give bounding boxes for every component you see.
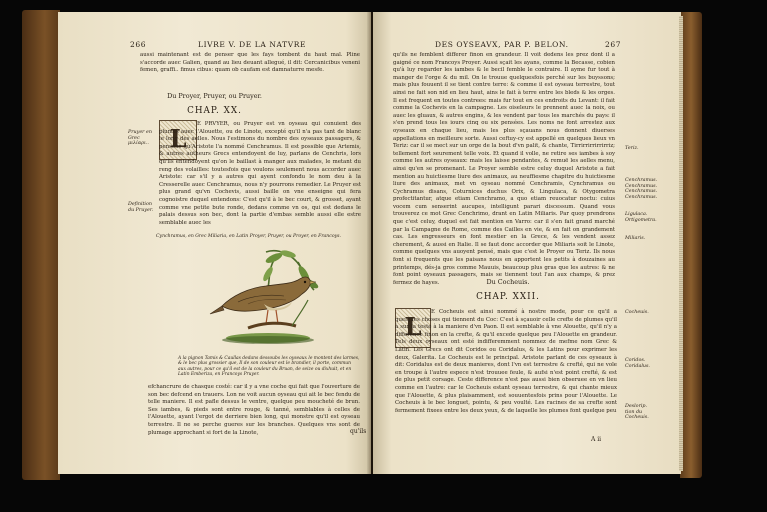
right-page <box>373 12 681 474</box>
left-chapter-text: E PRVYER, ou Pruyer est vn oyseau qui conuient des plumes auec l'Alouette, ou de Linote, excepté qu'il n'a pas tant de blanc le long des aelles. Nous l'estimons du nombre des oyseaux passagers, & pensons qu'Aristote l'a nommé Cenchramus. Il est possible que Artemis, & autres autheurs Grecs entendoyent de luy, parlans de Cenchris, lors qu'ils entendoyent qu'on le baillast à manger aux malades, le metant du reng des volailles: toutesfois que voulons seulement nous accorder auec Aristote: car s'il y a autres qui ayent confondu le nom deu à la Cresserelle auec Cenchramus, nous n'y pourrons remedier. Le Pruyer est plus grand qu'vn Cochevis, aussi baille on vne enseigne qui fera cognoistre duquel entendons: C'est qu'il à le bec court, & grosset, ayant comme vne petite bute ronde, dedans comme vn os, qui est dedans le palais dessus son bec, dont la partie d'embas semble aussi elle estre semblable auec les <box>159 121 361 226</box>
right-margin-note-3: Ligulaca. Ortigometra. <box>625 212 657 223</box>
right-margin-note-1: Teriz. <box>625 146 639 151</box>
signature-mark: A ii <box>591 436 602 443</box>
right-margin-note-2: Cenchramus. Cenchramus. Cenchramus. Cenchramus. <box>625 178 658 200</box>
left-top-text: aussi maintenant est de penser que les fays tombent du haut mal. Pline s'accorde auec Galien, quand au lieu deuant allegué, il dit: Cercanicibus veneni femen, graffi.. fimus cibus: quam ob caufam est damnaturre mesfe. <box>140 52 360 74</box>
right-running-head: DES OYSEAVX, PAR P. BELON. <box>435 40 569 49</box>
image-caption: Cynchramus, en Grec Miliaria, en Latin Proyer, Pruyer, ou Proyer, en Francoys. <box>156 234 341 239</box>
right-margin-note-4: Miliaris. <box>625 236 646 241</box>
open-book <box>22 10 702 480</box>
left-running-head: LIVRE V. DE LA NATVRE <box>198 40 307 49</box>
right-section-heading: Du Cocheuis. <box>486 278 530 286</box>
left-section-heading: Du Proyer, Pruyer, ou Pruyer. <box>167 92 262 100</box>
right-top-text: qu'ils ne femblent differer finon en grandeur. Il voit dedens les prez dont il a gaigné ce nom Francoys Proyer. Aussi sçait les ayans, comme la Becasse, cobien qu'à luy regarder les iambes & le becil femble le contraire. Il ayme fur tout à manger de l'orge & du mil. On le trouue quelquesfois perché sur les buyssons; mais plus fouuent il se tient contre terre: & comme il est oyseau terrestre, tout ainsi ne fait son nid en lieu haut, ains le fait à terre entre les bleds & les orges. Il est frequent en toutes contrees: mais fur tout en ces endroits du Levant: il fait comme la Cochevis en la campagne. Les oiseleurs le prennent auec la noix, ou auec les gluaux, & autres engins, & les vendent par tous les marchés du pays: il s'en prend tous les iours cinq ou six pensées. Les noms ne font arrestez aux oyseaux en chaque lieu, mais les plus sçauans nous donnent diuerses appellations en meilleure sorte. Aussi ceftuy-cy est appellé en quelques lieux vn Teriz: car il se mect sur un orge de la bout d'vn palit, & chante, Tirrirrirrirrirriz; tellement fort seurement telle voix. Et quand il volle, ne retire ses iambes à soy comme les autres oyseaux: mais les laisse pendantes, & remuë les aelles menu, ainsi qu'en se promenant. Le Proyer semble estre celuy duquel Aristote a fait mention au huictiesme liure des animaux, au neuffiesme chapitre du huictiesme liure des animaux, met vn oyseau nommé Cenchramis, Cynchramus ou Cychramus disans, Coturnices duchus Orix, & Lingulaca, & Otygometra profectitantur, atque etiam Cenchramo, a quo etiam reuocatur noctu: cuius vocem cum senserint aucupes, intelligunt parari discessum. Quand vous trouverez ce mot Grec Cenchrimo, drant en Latin Miliaris. Par quoy prendrons que c'est celuy, duquel est fait mention en Varro: car il s'en fait grand marché par la Campagne de Rome, comme des Cailles en vie, & en fait on grandement cas. Les engresseurs en font mestier en la Grece, & les vendent assez cherement, & aussi en Italie. Il se faut donc accorder que Miliaris soit le Linote, comme quelques vns auoyent pensé, mais que c'est le Proyer ou Teriz. Ils nous font si frequents que les paisans nous en apportent les petits à douzaines au printemps, dés-ja gros comme Mauuis, beaucoup plus gras que les autres: & ne font point oyseaux passagers, mais se tiennent tout l'an aux champs, & prez fermez de hayes. <box>393 52 615 286</box>
book-cover-left <box>22 10 60 480</box>
left-page <box>58 12 371 474</box>
right-margin-note-6: Coridos. Coridalus. <box>625 358 650 369</box>
left-chapter-title: CHAP. XX. <box>187 106 242 116</box>
left-margin-note-2: Definition du Pruyer. <box>128 202 154 213</box>
left-catchword: qu'ils <box>350 428 367 435</box>
proyer-bird-illustration <box>208 244 328 348</box>
left-margin-note-1: Pruyer en Grec μιλίαρι.. <box>128 130 152 147</box>
left-page-number: 266 <box>130 40 147 49</box>
right-chapter-title: CHAP. XXII. <box>476 292 540 302</box>
right-page-number: 267 <box>605 40 622 49</box>
book-cover-right <box>680 12 702 478</box>
right-margin-note-5: Cocheuis. <box>625 310 649 315</box>
page-edges-right <box>679 16 683 471</box>
left-dropcap: L <box>159 120 197 160</box>
right-margin-note-7: Deslorip. tion du Cocheuis. <box>625 404 649 421</box>
right-dropcap: L <box>395 308 431 348</box>
left-bottom-text: efchancrure de chasque costé: car il y a vne coche qui fait que l'ouverture de son bec defcend en trauers. Lon ne voit aucun oyseau qui ait le bec fendu de telle maniere. Il est pafle dessus le ventre, quelque peu moucheté de brun. Ses iambes, & pieds sont entre rouge, & tanné, semblables à celles de l'Alouette, ayant l'ergot de derriere bien long, qui monstre qu'il est oyseau terrestre. Il ne se perche gueres sur les branches. Quelques vns sont de plumage approchant si fort de la Linote, <box>148 384 360 436</box>
right-chapter-text: E Cocheuis est ainsi nommé à nostre mode, pour ce qu'il a quelques choses qui tiennent du Coc: C'est à sçauoir celle crefte de plumes qu'il à sur la teste à la maniere d'vn Paon. Il est semblable à vne Alouette, qu'il n'y a difference finon en la crefte, & qu'il excede quelque peu l'Alouette en grandeur. Tels deux oyseaux ont esté indifferemment nommez de mefme nom Grec & Latin. Les Grecs ont dit Coridos ou Coridalus, & les Latins pour exprimer les deux, Galerita. Le Cocheuis est le principal. Aristote parlant de ces oyseaux à dit: Coridalus est de deux manieres, dont l'vn est terrestre & crefté, qui ne vole en troupe à l'autre espece n'est trouuee feule, & aufsi n'est point crefté, & est de plus petit corsage. Ceste difference n'est pas aussi bien obseruee en vn lieu comme en l'autre: car le Cocheuis estant oyseau terrestre, & qui chante mieux que l'Alouette, & plus plaisamment, est souuentesfois prins pour l'Alouette. Le Cocheuis à le bec longuet, pointu, & peu voulté. Les racines de sa crefte sont fermement fixees entre les deux yeux, & de laquelle les plumes font quelque peu <box>395 309 617 414</box>
image-footnote: A la pignon Tamis & Caullas dedans dessoubs les oyseaux le montent des larmes, & le bec plus grossier que, Il de son couleur est le brandier, il porte, commun aux autres, pour ce qu'il est de la couleur du Bruan, de seize ou dixhuit, et en Latin Emberiza, en Francoys Pruyer. <box>178 356 360 378</box>
